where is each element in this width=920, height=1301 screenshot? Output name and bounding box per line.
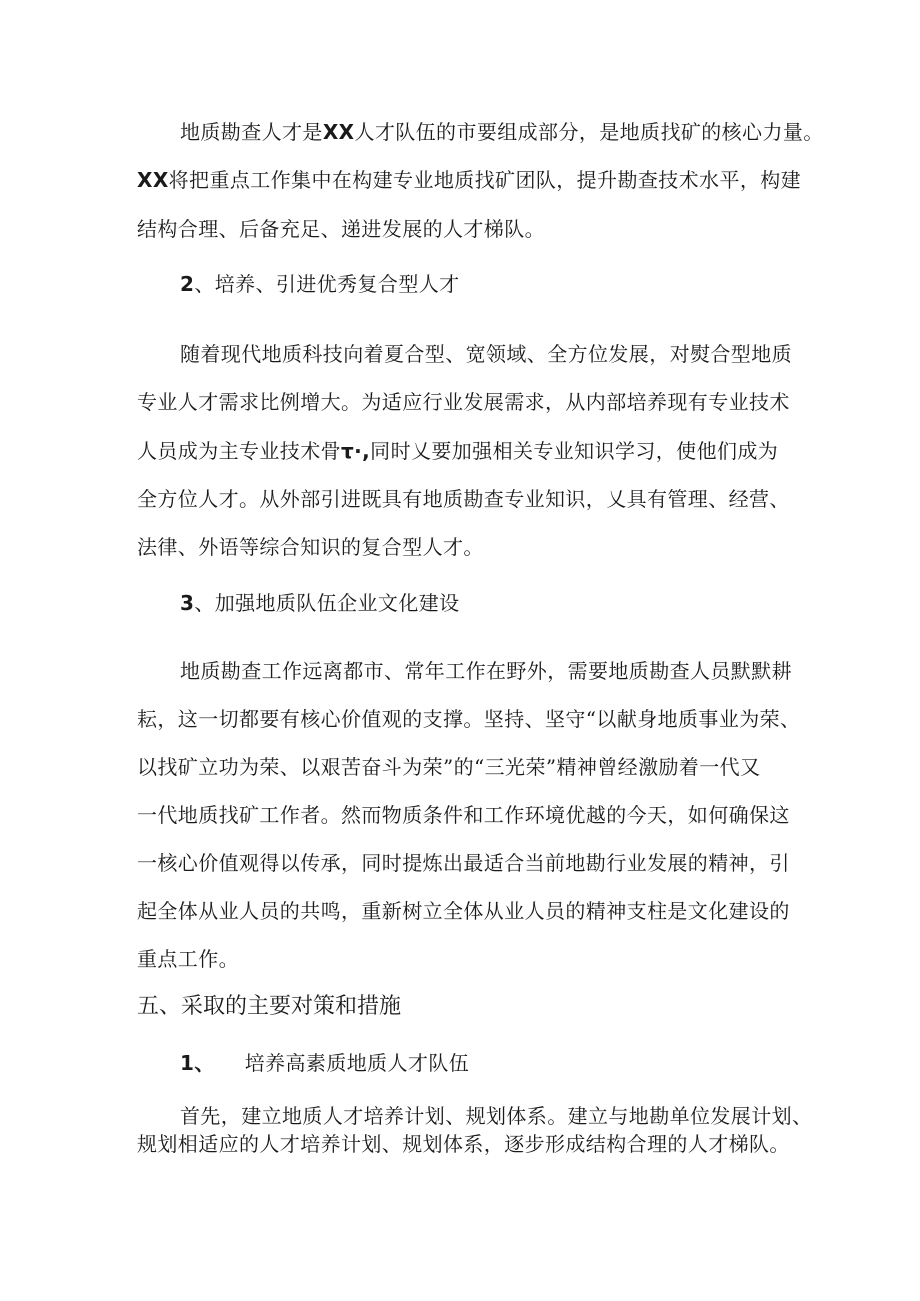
- paragraph-3-line-7: 重点工作。: [137, 947, 239, 971]
- placeholder-xx: XX: [137, 168, 169, 192]
- placeholder-xx: XX: [322, 120, 355, 144]
- subheading-2: 2、培养、引进优秀复合型人才: [180, 272, 460, 296]
- paragraph-3-line-3: 以找矿立功为荣、以艰苦奋斗为荣”的“三光荣”精神曾经激励着一代又: [137, 755, 761, 779]
- paragraph-2-line-4: 全方位人才。从外部引进既具有地质勘查专业知识，乂具有管理、经营、: [137, 487, 790, 511]
- paragraph-1-line-1: 地质勘查人才是XX人才队伍的市要组成部分，是地质找矿的核心力量。: [180, 120, 824, 144]
- paragraph-3-line-1: 地质勘查工作远离都市、常年工作在野外，需要地质勘查人员默默耕: [180, 659, 792, 683]
- paragraph-4-line-1: 首先，建立地质人才培养计划、规划体系。建立与地勘单位发展计划、: [180, 1104, 813, 1128]
- paragraph-1-line-3: 结构合理、后备充足、递进发展的人才梯队。: [137, 217, 545, 241]
- paragraph-2-line-1: 随着现代地质科技向着夏合型、宽领域、全方位发展，对熨合型地质: [180, 342, 792, 366]
- paragraph-3-line-2: 耘，这一切都要有核心价值观的支撑。坚持、坚守“以献身地质事业为荣、: [137, 707, 801, 731]
- section-5-heading: 五、采取的主要对策和措施: [137, 994, 402, 1019]
- paragraph-3-line-5: 一核心价值观得以传承，同时提炼出最适合当前地勘行业发展的精神，引: [137, 851, 790, 875]
- paragraph-2-line-3: 人员成为主专业技术骨τ·,同时乂要加强相关专业知识学习，使他们成为: [137, 439, 779, 463]
- paragraph-2-line-5: 法律、外语等综合知识的复合型人才。: [137, 535, 484, 559]
- subheading-5-1: 1、 培养高素质地质人才队伍: [180, 1051, 470, 1075]
- paragraph-1-line-2: XX将把重点工作集中在构建专业地质找矿团队，提升勘查技术水平，构建: [137, 168, 802, 192]
- paragraph-4-line-2: 规划相适应的人才培养计划、规划体系，逐步形成结构合理的人才梯队。: [137, 1132, 790, 1156]
- subheading-3: 3、加强地质队伍企业文化建设: [180, 591, 460, 615]
- paragraph-3-line-6: 起全体从业人员的共鸣，重新树立全体从业人员的精神支柱是文化建设的: [137, 899, 790, 923]
- paragraph-2-line-2: 专业人才需求比例增大。为适应行业发展需求，从内部培养现有专业技术: [137, 390, 790, 414]
- paragraph-3-line-4: 一代地质找矿工作者。然而物质条件和工作环境优越的今天，如何确保这: [137, 803, 790, 827]
